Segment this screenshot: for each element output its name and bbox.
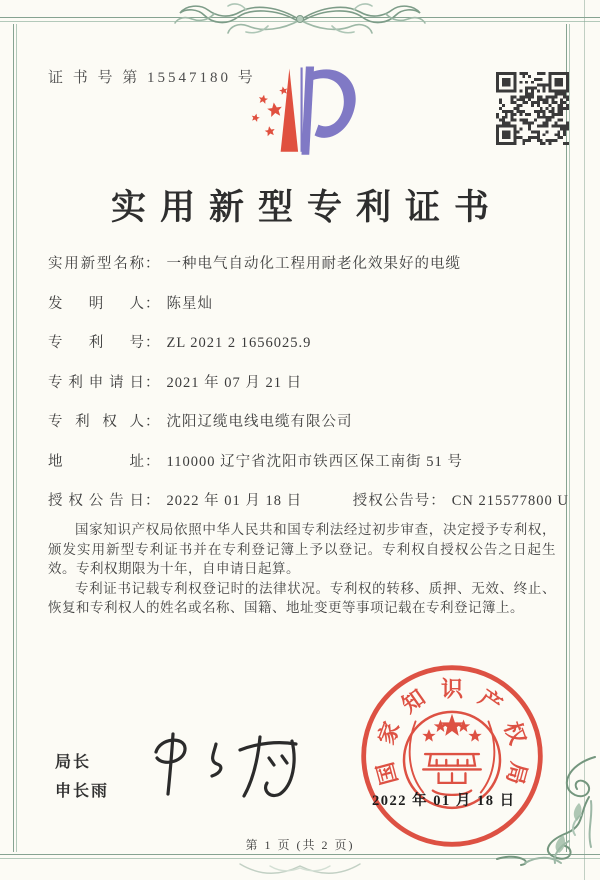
field-row-patent-no: 专利号： ZL 2021 2 1656025.9 (48, 331, 556, 350)
grant-no-label: 授权公告号 (352, 493, 431, 509)
field-row-filing-date: 专利申请日： 2021 年 07 月 21 日 (48, 371, 556, 390)
svg-text:国: 国 (372, 759, 403, 788)
legal-paragraph-2: 专利证书记载专利权登记时的法律状况。专利权的转移、质押、无效、终止、恢复和专利权人的姓名或名称、国籍、地址变更等事项记载在专利登记簿上。 (48, 580, 556, 615)
svg-text:家: 家 (373, 718, 405, 748)
field-value: 一种电气自动化工程用耐老化效果好的电缆 (166, 256, 461, 272)
dragon-scroll-ornament (150, 0, 450, 40)
field-value: 沈阳辽缆电线电缆有限公司 (166, 414, 353, 430)
field-value: 2021 年 07 月 21 日 (166, 374, 303, 391)
right-border-line (566, 24, 567, 852)
grant-date-label: 授权公告日 (48, 493, 145, 509)
svg-text:局: 局 (501, 759, 532, 788)
signer-title: 局长 (55, 754, 92, 771)
legal-paragraph-1: 国家知识产权局依照中华人民共和国专利法经过初步审查，决定授予专利权，颁发实用新型专利证书并在专利登记簿上予以登记。专利权自授权公告之日起生效。专利权期限为十年，自申请日起算。 (48, 522, 556, 576)
certificate-body (48, 252, 569, 618)
svg-text:识: 识 (440, 676, 464, 702)
field-row-name: 实用新型名称： 一种电气自动化工程用耐老化效果好的电缆 (48, 252, 556, 271)
svg-text:产: 产 (474, 684, 507, 718)
field-label: 地址 (48, 453, 145, 470)
left-border-line (13, 24, 14, 852)
field-value: 陈星灿 (166, 295, 213, 312)
bottom-partial-ornament (235, 860, 365, 880)
right-border-line-inner (569, 24, 570, 852)
field-row-grant: 授权公告日： 2022 年 01 月 18 日 授权公告号： CN 215577800 U (48, 489, 556, 508)
signer-block (55, 748, 109, 806)
certificate-number: 证 书 号 第 15547180 号 (48, 70, 256, 86)
page-number: 第 1 页 (共 2 页) (245, 838, 355, 852)
field-row-inventor: 发明人： 陈星灿 (48, 292, 556, 311)
svg-text:知: 知 (397, 684, 430, 718)
grant-no-value: CN 215577800 U (451, 493, 569, 509)
official-red-seal (356, 660, 548, 852)
field-value: ZL 2021 2 1656025.9 (166, 335, 312, 351)
page-behind-edge-line (584, 0, 585, 880)
field-label: 专利申请日 (48, 374, 145, 391)
svg-text:权: 权 (499, 718, 531, 748)
qr-code (496, 72, 569, 145)
field-label: 发明人 (48, 295, 145, 312)
cnipa-logo-icon (238, 60, 364, 168)
grant-date-value: 2022 年 01 月 18 日 (166, 493, 303, 509)
field-row-patentee: 专利权人： 沈阳辽缆电线电缆有限公司 (48, 410, 556, 429)
legal-paragraphs (48, 520, 556, 618)
field-row-address: 地址： 110000 辽宁省沈阳市铁西区保工南街 51 号 (48, 450, 556, 469)
left-border-line-inner (16, 24, 17, 852)
seal-date: 2022 年 01 月 18 日 (372, 793, 516, 809)
field-label: 实用新型名称 (48, 256, 145, 272)
field-label: 专利权人 (48, 414, 145, 430)
field-label: 专利号 (48, 335, 145, 351)
handwritten-signature (140, 728, 325, 813)
signer-name: 申长雨 (55, 783, 110, 800)
document-title: 实用新型专利证书 (110, 188, 503, 227)
field-value: 110000 辽宁省沈阳市铁西区保工南街 51 号 (166, 453, 463, 470)
